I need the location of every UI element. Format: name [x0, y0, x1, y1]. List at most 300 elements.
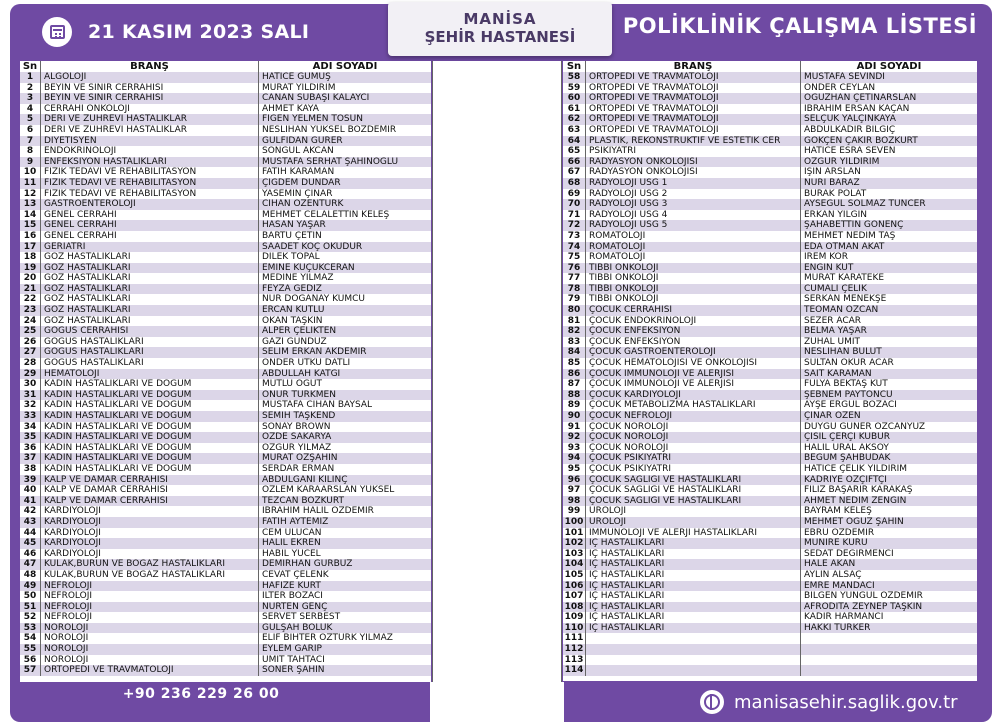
website-footer — [700, 684, 958, 720]
branch-cell: PSİKİYATRİ — [586, 146, 801, 157]
doctor-name-cell: ZÜHAL ÜMİT — [804, 336, 861, 347]
row-number: 21 — [20, 284, 41, 295]
doctor-name-cell: İBRAHİM HALİL ÖZDEMİR — [262, 506, 374, 517]
branch-cell: ÇOCUK İMMUNOLOJİ VE ALERJİSİ — [586, 369, 801, 380]
branch-cell: KADIN HASTALIKLARI VE DOĞUM — [41, 379, 259, 390]
table-row — [20, 623, 431, 634]
table-row — [20, 422, 431, 433]
table-row — [20, 104, 431, 115]
table-header-row — [563, 61, 977, 72]
doctor-name-cell: MEHMET OĞUZ ŞAHİN — [804, 516, 904, 527]
table-row — [563, 422, 977, 433]
table-row — [20, 443, 431, 454]
row-number: 15 — [20, 220, 41, 231]
table-row — [563, 136, 977, 147]
row-number: 108 — [563, 602, 586, 613]
table-row — [563, 633, 977, 644]
doctor-name-cell: HALİL URAL AKSOY — [804, 442, 889, 453]
table-row — [563, 252, 977, 263]
branch-cell: İMMÜNOLOJİ VE ALERJİ HASTALIKLARI — [586, 528, 801, 539]
row-number: 72 — [563, 220, 586, 231]
doctor-name-cell: DUYGU GÜNER ÖZCANYÜZ — [804, 421, 926, 432]
row-number: 83 — [563, 337, 586, 348]
branch-cell: ENFEKSİYON HASTALIKLARI — [41, 157, 259, 168]
row-number: 12 — [20, 189, 41, 200]
table-row — [20, 210, 431, 221]
table-row — [563, 93, 977, 104]
table-row — [20, 242, 431, 253]
row-number: 55 — [20, 644, 41, 655]
doctor-name-cell: MÜNİRE KURU — [804, 538, 868, 549]
branch-cell: İÇ HASTALIKLARI — [586, 581, 801, 592]
table-row — [20, 602, 431, 613]
branch-cell: FİZİK TEDAVİ VE REHABİLİTASYON — [41, 178, 259, 189]
branch-cell — [586, 665, 801, 676]
doctor-name-cell: SEDAT DEĞİRMENCİ — [804, 548, 894, 559]
doctor-name-cell: NURİ BARAZ — [804, 177, 860, 188]
row-number: 33 — [20, 411, 41, 422]
branch-cell: ÇOCUK PSİKİYATRİ — [586, 464, 801, 475]
row-number: 74 — [563, 242, 586, 253]
branch-cell: NEFROLOJİ — [41, 591, 259, 602]
table-row — [563, 591, 977, 602]
row-number: 63 — [563, 125, 586, 136]
row-number: 16 — [20, 231, 41, 242]
row-number: 77 — [563, 273, 586, 284]
table-row — [20, 506, 431, 517]
branch-cell: GASTROENTEROLOJİ — [41, 199, 259, 210]
branch-cell: KARDİYOLOJİ — [41, 517, 259, 528]
doctor-name-cell: GAZİ GÜNDÜZ — [262, 336, 327, 347]
branch-cell: RADYOLOJİ USG 4 — [586, 210, 801, 221]
doctor-name-cell: MUSTAFA SERHAT ŞAHİNOĞLU — [262, 156, 399, 167]
table-row — [563, 581, 977, 592]
branch-cell: KADIN HASTALIKLARI VE DOĞUM — [41, 422, 259, 433]
branch-cell: ORTOPEDİ VE TRAVMATOLOJİ — [586, 104, 801, 115]
doctor-name-cell: CEVAT ÇELENK — [262, 569, 329, 580]
table-row — [563, 453, 977, 464]
row-number: 5 — [20, 114, 41, 125]
branch-cell: NEFROLOJİ — [41, 581, 259, 592]
branch-cell: ÇOCUK NÖROLOJİ — [586, 432, 801, 443]
table-row — [20, 93, 431, 104]
doctor-name-cell: SAADET KOÇ OKUDUR — [262, 241, 363, 252]
doctor-name-cell: ÖZGÜR YILDIRIM — [804, 156, 880, 167]
doctor-name-cell — [801, 633, 977, 644]
table-row — [20, 326, 431, 337]
table-row — [20, 475, 431, 486]
table-row — [563, 400, 977, 411]
branch-cell: ÜROLOJİ — [586, 517, 801, 528]
doctor-name-cell: KADİR HARMANCI — [804, 612, 884, 623]
table-row — [20, 220, 431, 231]
row-number: 105 — [563, 570, 586, 581]
table-row — [20, 581, 431, 592]
row-number: 75 — [563, 252, 586, 263]
doctor-name-cell: FULYA BEKTAŞ KUT — [804, 379, 888, 390]
doctor-name-cell: MUSTAFA SEVİNDİ — [804, 72, 885, 82]
doctor-name-cell: HASAN YAŞAR — [262, 220, 326, 231]
row-number: 40 — [20, 485, 41, 496]
branch-cell: ÇOCUK İMMUNOLOJİ VE ALERJİSİ — [586, 379, 801, 390]
table-row — [20, 400, 431, 411]
doctor-name-cell: SEMİH TAŞKEND — [262, 411, 336, 421]
date-text: 21 KASIM 2023 SALI — [88, 21, 310, 43]
row-number: 27 — [20, 347, 41, 358]
row-number: 70 — [563, 199, 586, 210]
branch-cell: KALP VE DAMAR CERRAHİSİ — [41, 485, 259, 496]
doctor-name-cell: ABDULLAH KATGI — [262, 368, 341, 379]
website-url[interactable]: manisasehir.saglik.gov.tr — [734, 691, 958, 713]
hospital-name-line1: MANİSA — [463, 10, 537, 28]
doctor-name-cell: BELMA YAŞAR — [804, 326, 867, 337]
doctor-name-cell: EMRE MANDACI — [804, 580, 875, 591]
table-row — [563, 326, 977, 337]
doctor-name-cell: HATİCE ESRA SEVEN — [804, 146, 896, 157]
doctor-name-cell: DEMİRHAN GÜRBÜZ — [262, 559, 353, 570]
globe-icon — [700, 690, 724, 714]
row-number: 61 — [563, 104, 586, 115]
row-number: 8 — [20, 146, 41, 157]
branch-cell: HEMATOLOJİ — [41, 369, 259, 380]
doctor-name-cell: BURAK POLAT — [804, 188, 867, 199]
branch-cell: GÖĞÜS HASTALIKLARI — [41, 358, 259, 369]
branch-cell: FİZİK TEDAVİ VE REHABİLİTASYON — [41, 167, 259, 178]
doctor-name-cell: BİLGEN YÜNGÜL ÖZDEMİR — [804, 591, 923, 602]
table-row — [20, 655, 431, 666]
doctor-name-cell: ÖNDER CEYLAN — [804, 82, 876, 93]
branch-cell: KARDİYOLOJİ — [41, 506, 259, 517]
table-row — [563, 305, 977, 316]
doctor-name-cell: GÜLFİDAN GÜRER — [262, 135, 343, 146]
row-number: 114 — [563, 665, 586, 676]
row-number: 32 — [20, 400, 41, 411]
branch-cell: NÖROLOJİ — [41, 633, 259, 644]
row-number: 80 — [563, 305, 586, 316]
doctor-name-cell: OĞUZHAN ÇETİNARSLAN — [804, 93, 917, 104]
table-row — [20, 178, 431, 189]
doctor-name-cell: ÖZDE SAKARYA — [262, 432, 332, 443]
doctor-name-cell: NESLİHAN BULUT — [804, 347, 882, 358]
branch-cell: ROMATOLOJİ — [586, 252, 801, 263]
row-number: 112 — [563, 644, 586, 655]
table-row — [20, 157, 431, 168]
row-number: 111 — [563, 633, 586, 644]
table-row — [563, 517, 977, 528]
table-row — [563, 167, 977, 178]
branch-cell: İÇ HASTALIKLARI — [586, 549, 801, 560]
row-number: 69 — [563, 189, 586, 200]
row-number: 39 — [20, 475, 41, 486]
row-number: 62 — [563, 114, 586, 125]
doctor-name-cell: CİHAN ÖZENTÜRK — [262, 199, 344, 210]
table-row — [20, 665, 431, 676]
doctor-name-cell: SELİM ERKAN AKDEMİR — [262, 347, 367, 358]
row-number: 90 — [563, 411, 586, 422]
branch-cell: KALP VE DAMAR CERRAHİSİ — [41, 496, 259, 507]
doctor-name-cell: MEHMET NEDİM TAŞ — [804, 230, 896, 241]
branch-cell: ÇOCUK ENFEKSİYON — [586, 337, 801, 348]
table-row — [20, 369, 431, 380]
doctor-name-cell: NURTEN GENÇ — [262, 601, 328, 612]
table-row — [563, 220, 977, 231]
doctor-name-cell: İREM KOR — [804, 252, 848, 263]
table-row — [20, 273, 431, 284]
doctor-name-cell: ÖZLEM KARAARSLAN YÜKSEL — [262, 485, 395, 496]
table-row — [563, 602, 977, 613]
doctor-name-cell: NUR DOĞANAY KUMCU — [262, 294, 366, 305]
branch-cell: GÖZ HASTALIKLARI — [41, 305, 259, 316]
doctor-name-cell: ÜMİT TAHTACI — [262, 654, 325, 665]
doctor-name-cell: AFRODİTA ZEYNEP TAŞKIN — [804, 601, 923, 612]
table-row — [563, 528, 977, 539]
doctor-name-cell: KADRİYE ÖZÇİFTÇİ — [804, 474, 887, 485]
branch-cell: RADYOLOJİ USG 3 — [586, 199, 801, 210]
header-name: ADI SOYADI — [856, 61, 922, 72]
branch-cell: GÖZ HASTALIKLARI — [41, 263, 259, 274]
row-number: 41 — [20, 496, 41, 507]
row-number: 100 — [563, 517, 586, 528]
doctor-name-cell — [801, 644, 977, 655]
row-number: 82 — [563, 326, 586, 337]
table-row — [563, 612, 977, 623]
row-number: 36 — [20, 443, 41, 454]
header-branch: BRANŞ — [586, 61, 801, 72]
table-row — [563, 231, 977, 242]
table-row — [20, 528, 431, 539]
row-number: 99 — [563, 506, 586, 517]
table-row — [563, 655, 977, 666]
doctor-name-cell: CANAN SUBAŞI KALAYCI — [262, 93, 370, 104]
table-row — [20, 199, 431, 210]
branch-cell: ÇOCUK SAĞLIĞI VE HASTALIKLARI — [586, 475, 801, 486]
row-number: 106 — [563, 581, 586, 592]
branch-cell: ROMATOLOJİ — [586, 242, 801, 253]
row-number: 3 — [20, 93, 41, 104]
branch-cell: RADYASYON ONKOLOJİSİ — [586, 167, 801, 178]
row-number: 60 — [563, 93, 586, 104]
table-row — [563, 125, 977, 136]
row-number: 68 — [563, 178, 586, 189]
table-row — [563, 623, 977, 634]
row-number: 93 — [563, 443, 586, 454]
table-row — [20, 316, 431, 327]
doctor-name-cell: HATİCE ÇELİK YILDIRIM — [804, 463, 908, 474]
table-row — [20, 125, 431, 136]
table-row — [20, 337, 431, 348]
table-row — [20, 453, 431, 464]
table-row — [563, 157, 977, 168]
branch-cell: DERİ VE ZÜHREVİ HASTALIKLAR — [41, 114, 259, 125]
hospital-name-box — [388, 2, 612, 56]
table-row — [20, 517, 431, 528]
table-row — [20, 612, 431, 623]
branch-cell: FİZİK TEDAVİ VE REHABİLİTASYON — [41, 189, 259, 200]
doctor-name-cell: FİGEN YELMEN TOSUN — [262, 114, 363, 125]
row-number: 59 — [563, 83, 586, 94]
row-number: 17 — [20, 242, 41, 253]
row-number: 1 — [20, 72, 41, 83]
row-number: 85 — [563, 358, 586, 369]
table-row — [563, 475, 977, 486]
doctor-name-cell: SEZER ACAR — [804, 315, 862, 326]
branch-cell: ÇOCUK SAĞLIĞI VE HASTALIKLARI — [586, 485, 801, 496]
branch-cell: GÖZ HASTALIKLARI — [41, 316, 259, 327]
branch-cell: GÖZ HASTALIKLARI — [41, 252, 259, 263]
branch-cell: İÇ HASTALIKLARI — [586, 623, 801, 634]
table-row — [563, 570, 977, 581]
branch-cell: BEYİN VE SİNİR CERRAHİSİ — [41, 83, 259, 94]
table-row — [563, 146, 977, 157]
doctor-name-cell: SULTAN OKUR ACAR — [804, 358, 894, 369]
doctor-name-cell: ALPER ÇELİKTEN — [262, 326, 337, 337]
row-number: 4 — [20, 104, 41, 115]
doctor-name-cell: SERKAN MENEKŞE — [804, 294, 887, 305]
row-number: 86 — [563, 369, 586, 380]
row-number: 50 — [20, 591, 41, 602]
branch-cell: RADYASYON ONKOLOJİSİ — [586, 157, 801, 168]
table-row — [563, 178, 977, 189]
branch-cell: TIBBİ ONKOLOJİ — [586, 294, 801, 305]
branch-cell: ORTOPEDİ VE TRAVMATOLOJİ — [41, 665, 259, 676]
branch-cell: İÇ HASTALIKLARI — [586, 570, 801, 581]
branch-cell: ROMATOLOJİ — [586, 231, 801, 242]
row-number: 38 — [20, 464, 41, 475]
page-title: POLİKLİNİK ÇALIŞMA LİSTESİ — [622, 14, 978, 38]
row-number: 102 — [563, 538, 586, 549]
branch-cell: KARDİYOLOJİ — [41, 549, 259, 560]
doctor-name-cell: FATİH KARAMAN — [262, 167, 335, 178]
table-row — [20, 284, 431, 295]
doctor-name-cell: İBRAHİM ERSAN KAÇAN — [804, 103, 910, 114]
row-number: 58 — [563, 72, 586, 83]
branch-cell: KALP VE DAMAR CERRAHİSİ — [41, 475, 259, 486]
table-row — [563, 210, 977, 221]
table-row — [563, 242, 977, 253]
table-row — [20, 83, 431, 94]
table-row — [563, 559, 977, 570]
doctor-name-cell: MEHMET CELALETTİN KELEŞ — [262, 209, 390, 220]
doctor-name-cell: MUSTAFA CİHAN BAYSAL — [262, 400, 373, 411]
row-number: 98 — [563, 496, 586, 507]
table-row — [20, 538, 431, 549]
doctor-name-cell: AYSEGÜL SOLMAZ TUNCER — [804, 199, 926, 210]
row-number: 9 — [20, 157, 41, 168]
table-row — [20, 72, 431, 83]
branch-cell: NEFROLOJİ — [41, 612, 259, 623]
row-number: 113 — [563, 655, 586, 666]
row-number: 76 — [563, 263, 586, 274]
hospital-name-line2: ŞEHİR HASTANESİ — [424, 28, 576, 46]
row-number: 43 — [20, 517, 41, 528]
doctor-name-cell: ŞAHABETTİN GÖNENÇ — [804, 220, 904, 231]
branch-cell: BEYİN VE SİNİR CERRAHİSİ — [41, 93, 259, 104]
row-number: 23 — [20, 305, 41, 316]
bottom-spacer — [430, 682, 564, 722]
table-row — [563, 538, 977, 549]
row-number: 7 — [20, 136, 41, 147]
doctor-name-cell: ÖZGÜR YILMAZ — [262, 442, 332, 453]
branch-cell: CERRAHİ ONKOLOJİ — [41, 104, 259, 115]
header-branch: BRANŞ — [41, 61, 259, 72]
row-number: 54 — [20, 633, 41, 644]
row-number: 51 — [20, 602, 41, 613]
doctor-name-cell: EYLEM GARİP — [262, 644, 322, 655]
branch-cell: KADIN HASTALIKLARI VE DOĞUM — [41, 411, 259, 422]
table-row — [20, 549, 431, 560]
branch-cell: ÇOCUK NÖROLOJİ — [586, 443, 801, 454]
branch-cell — [586, 644, 801, 655]
table-row — [20, 231, 431, 242]
table-row — [563, 273, 977, 284]
row-number: 14 — [20, 210, 41, 221]
branch-cell: ENDOKRİNOLOJİ — [41, 146, 259, 157]
branch-cell: KADIN HASTALIKLARI VE DOĞUM — [41, 432, 259, 443]
row-number: 44 — [20, 528, 41, 539]
branch-cell: ALGOLOJİ — [41, 72, 259, 83]
table-row — [563, 316, 977, 327]
doctor-name-cell: EDA OTMAN AKAT — [804, 241, 885, 252]
row-number: 6 — [20, 125, 41, 136]
table-row — [563, 358, 977, 369]
table-row — [563, 347, 977, 358]
doctor-name-cell: ABDULGANİ KILINÇ — [262, 474, 348, 485]
doctor-name-cell: ÖNDER UTKU DATLI — [262, 358, 351, 369]
row-number: 66 — [563, 157, 586, 168]
row-number: 37 — [20, 453, 41, 464]
branch-cell: RADYOLOJİ USG 1 — [586, 178, 801, 189]
branch-cell: KARDİYOLOJİ — [41, 528, 259, 539]
doctor-name-cell: MEDİNE YILMAZ — [262, 273, 334, 284]
doctor-name-cell: AHMET KAYA — [262, 103, 319, 114]
row-number: 42 — [20, 506, 41, 517]
doctor-name-cell: DİLEK TOPAL — [262, 252, 320, 263]
branch-cell: ORTOPEDİ VE TRAVMATOLOJİ — [586, 83, 801, 94]
doctor-name-cell: ERKAN YILGIN — [804, 209, 867, 220]
row-number: 65 — [563, 146, 586, 157]
doctor-name-cell: MURAT YILDIRIM — [262, 82, 336, 93]
doctor-name-cell: CEM ULUCAN — [262, 527, 322, 538]
doctor-name-cell: MUTLU ÖĞÜT — [262, 379, 323, 390]
row-number: 87 — [563, 379, 586, 390]
branch-cell: NEFROLOJİ — [41, 602, 259, 613]
branch-cell: DİYETİSYEN — [41, 136, 259, 147]
branch-cell: GENEL CERRAHİ — [41, 210, 259, 221]
doctor-name-cell: MURAT ÖZŞAHİN — [262, 453, 338, 464]
branch-cell — [586, 633, 801, 644]
table-row — [20, 189, 431, 200]
row-number: 92 — [563, 432, 586, 443]
table-row — [20, 252, 431, 263]
row-number: 96 — [563, 475, 586, 486]
doctor-name-cell: ÇİSİL ÇERÇİ KUBUR — [804, 432, 891, 443]
table-row — [563, 644, 977, 655]
doctor-name-cell: IŞIN ARSLAN — [804, 167, 861, 178]
branch-cell: KULAK,BURUN VE BOĞAZ HASTALIKLARI — [41, 570, 259, 581]
doctor-name-cell: FATİH AYTEMİZ — [262, 516, 329, 527]
branch-cell: TIBBİ ONKOLOJİ — [586, 284, 801, 295]
table-row — [563, 379, 977, 390]
doctor-name-cell: HAFİZE KURT — [262, 580, 321, 591]
phone-number: +90 236 229 26 00 — [122, 683, 280, 705]
branch-cell: ÇOCUK SAĞLIĞI VE HASTALIKLARI — [586, 496, 801, 507]
doctor-name-cell: İLTER BOZACI — [262, 591, 323, 602]
doctor-name-cell: TEZCAN BOZKURT — [262, 495, 344, 506]
table-row — [563, 549, 977, 560]
table-row — [563, 199, 977, 210]
table-row — [563, 72, 977, 83]
branch-cell: KADIN HASTALIKLARI VE DOĞUM — [41, 443, 259, 454]
